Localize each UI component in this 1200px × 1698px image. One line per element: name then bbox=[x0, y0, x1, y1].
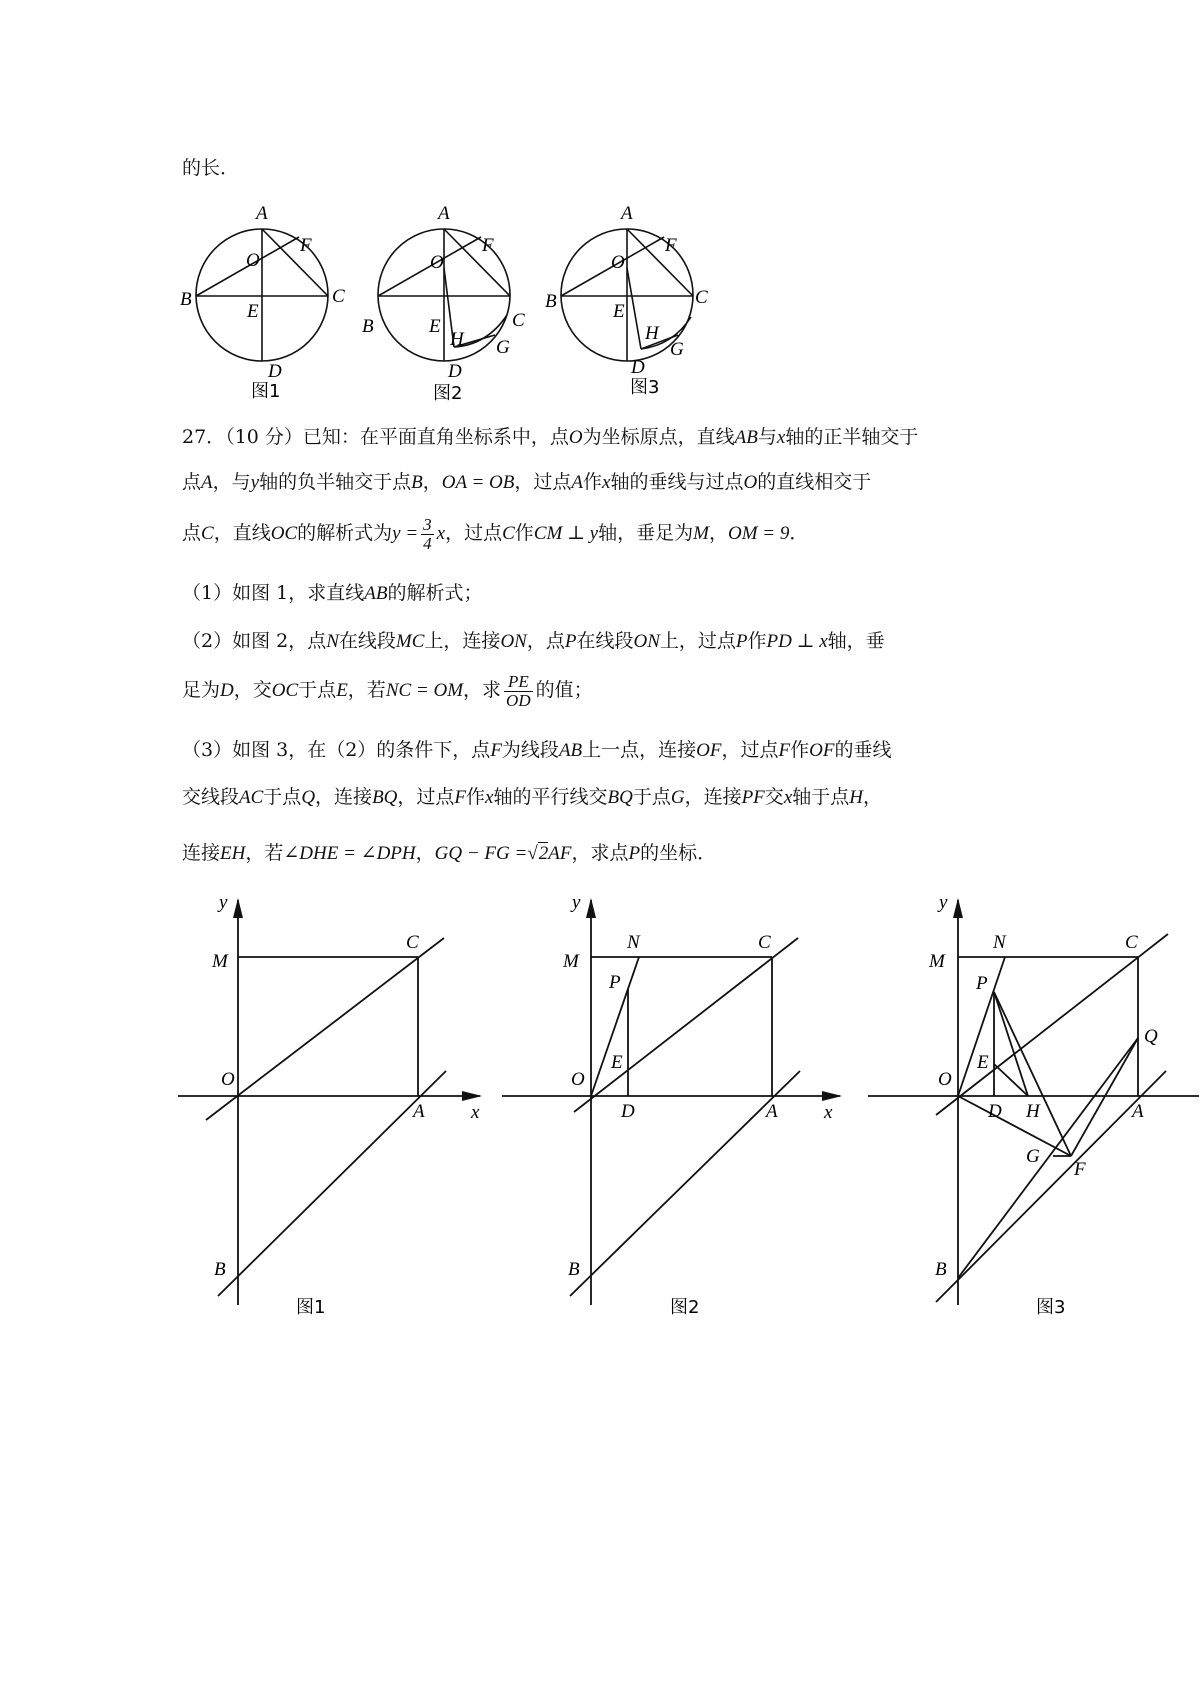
label-A: A bbox=[438, 203, 450, 224]
label-C: C bbox=[406, 932, 419, 953]
label-F: F bbox=[665, 235, 677, 256]
label-O: O bbox=[938, 1069, 952, 1090]
label-Q: Q bbox=[1144, 1026, 1158, 1047]
label-C: C bbox=[1125, 932, 1138, 953]
label-O: O bbox=[571, 1069, 585, 1090]
label-x: x bbox=[824, 1102, 833, 1123]
label-H: H bbox=[450, 329, 464, 350]
label-B: B bbox=[214, 1259, 226, 1280]
label-O: O bbox=[430, 252, 444, 273]
label-M: M bbox=[929, 951, 945, 972]
label-G: G bbox=[496, 337, 510, 358]
sqrt-symbol: √2 bbox=[527, 843, 549, 864]
label-F: F bbox=[482, 235, 494, 256]
label-B: B bbox=[545, 291, 557, 312]
label-P: P bbox=[609, 972, 621, 993]
circle-figure-3 bbox=[545, 195, 715, 405]
label-x: x bbox=[471, 1102, 480, 1123]
label-G: G bbox=[670, 339, 684, 360]
label-M: M bbox=[563, 951, 579, 972]
figure-caption: 图2 bbox=[433, 383, 463, 404]
label-E: E bbox=[429, 316, 441, 337]
label-E: E bbox=[613, 301, 625, 322]
coord-figure-1 bbox=[178, 890, 498, 1330]
fraction-pe-od: $\frac{PE}{OD}$ bbox=[506, 671, 531, 710]
label-D: D bbox=[631, 357, 645, 378]
problem-score: （10 分） bbox=[225, 426, 303, 448]
question-3-line-2: 交线段AC于点Q，连接BQ，过点F作x轴的平行线交BQ于点G，连接PF交x轴于点H， bbox=[182, 786, 883, 808]
label-A: A bbox=[621, 203, 633, 224]
label-G: G bbox=[1026, 1146, 1040, 1167]
label-N: N bbox=[993, 932, 1006, 953]
label-D: D bbox=[268, 361, 282, 382]
label-E: E bbox=[977, 1052, 989, 1073]
question-3-line-1: （3）如图 3，在（2）的条件下，点F为线段AB上一点，连接OF，过点F作OF的垂线 bbox=[182, 739, 892, 761]
coord-figure-3 bbox=[868, 890, 1200, 1330]
label-A: A bbox=[256, 203, 268, 224]
label-y: y bbox=[572, 892, 581, 913]
coord-figure-2 bbox=[502, 890, 842, 1330]
label-F: F bbox=[300, 235, 312, 256]
fraction-3-4: $\frac{3}{4}$ bbox=[423, 514, 432, 553]
label-E: E bbox=[247, 301, 259, 322]
question-2-line-2: 足为D，交OC于点E，若NC = OM，求 $\frac{PE}{OD}$ 的值； bbox=[182, 671, 593, 710]
label-B: B bbox=[362, 316, 374, 337]
label-P: P bbox=[976, 973, 988, 994]
label-E: E bbox=[611, 1052, 623, 1073]
label-C: C bbox=[695, 287, 708, 308]
label-y: y bbox=[939, 892, 948, 913]
label-B: B bbox=[568, 1259, 580, 1280]
problem-line-3: 点C，直线OC的解析式为y = $\frac{3}{4}$ x，过点C作CM ⊥ y轴，垂足为M，OM = 9． bbox=[182, 514, 809, 553]
problem-number: 27． bbox=[182, 426, 226, 448]
label-A: A bbox=[413, 1101, 425, 1122]
label-O: O bbox=[246, 250, 260, 271]
label-C: C bbox=[512, 310, 525, 331]
problem-line-1: 27．（10 分）已知：在平面直角坐标系中，点O为坐标原点，直线AB与x轴的正半轴交于 bbox=[182, 426, 919, 448]
header-text: 的长． bbox=[182, 157, 240, 179]
figure-caption: 图1 bbox=[296, 1297, 326, 1318]
problem-line-2: 点A，与y轴的负半轴交于点B，OA = OB，过点A作x轴的垂线与过点O的直线相交于 bbox=[182, 471, 872, 493]
label-M: M bbox=[212, 951, 228, 972]
question-1: （1）如图 1，求直线AB的解析式； bbox=[182, 582, 483, 604]
circle-figure-2 bbox=[362, 195, 532, 405]
label-O: O bbox=[611, 252, 625, 273]
label-H: H bbox=[645, 323, 659, 344]
label-B: B bbox=[180, 289, 192, 310]
circle-figure-1 bbox=[180, 195, 350, 405]
label-D: D bbox=[621, 1101, 635, 1122]
label-D: D bbox=[448, 361, 462, 382]
label-A: A bbox=[1132, 1101, 1144, 1122]
label-F: F bbox=[1074, 1159, 1086, 1180]
label-B: B bbox=[935, 1259, 947, 1280]
label-C: C bbox=[332, 286, 345, 307]
question-3-line-3: 连接EH，若∠DHE = ∠DPH，GQ − FG =√2AF，求点P的坐标． bbox=[182, 840, 716, 867]
question-2-line-1: （2）如图 2，点N在线段MC上，连接ON，点P在线段ON上，过点P作PD ⊥ x轴，垂 bbox=[182, 630, 885, 652]
figure-caption: 图1 bbox=[251, 381, 281, 402]
figure-caption: 图3 bbox=[630, 377, 660, 398]
figure-caption: 图2 bbox=[670, 1297, 700, 1318]
figure-caption: 图3 bbox=[1036, 1297, 1066, 1318]
label-y: y bbox=[219, 892, 228, 913]
label-A: A bbox=[766, 1101, 778, 1122]
label-O: O bbox=[221, 1069, 235, 1090]
label-D: D bbox=[988, 1101, 1002, 1122]
label-C: C bbox=[758, 932, 771, 953]
label-H: H bbox=[1026, 1101, 1040, 1122]
label-N: N bbox=[627, 932, 640, 953]
